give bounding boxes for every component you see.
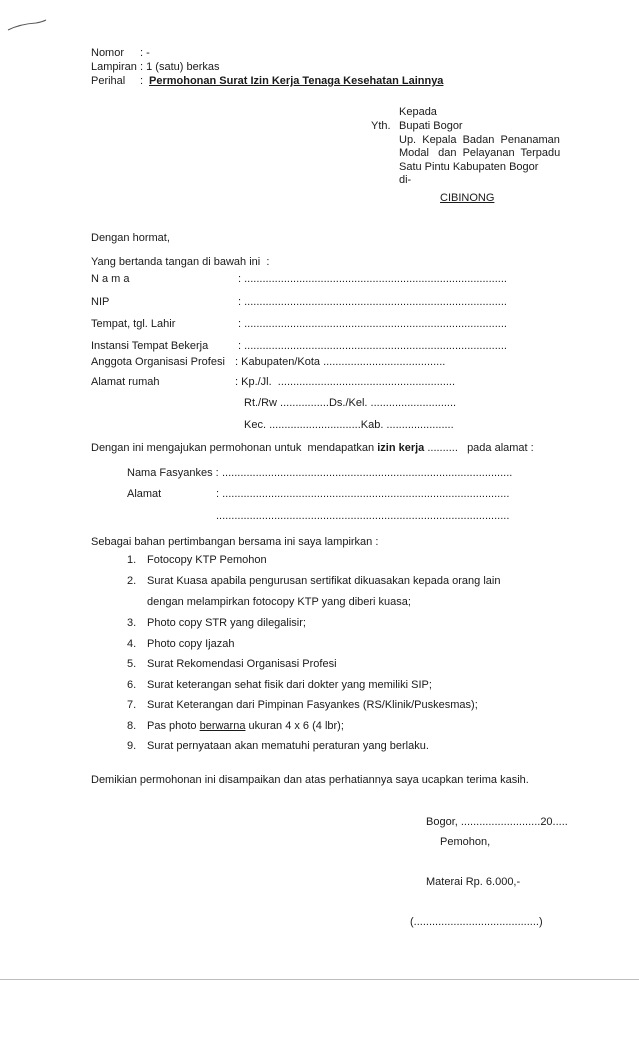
nomor-label: Nomor [91, 47, 125, 59]
attachment-number: 8. [127, 720, 137, 732]
intro-text: Yang bertanda tangan di bawah ini : [91, 256, 270, 268]
attachment-text-after: ukuran 4 x 6 (4 lbr); [245, 720, 344, 732]
field-label-nama: N a m a [91, 273, 130, 285]
address-label: Alamat rumah [91, 376, 160, 388]
attachment-number: 6. [127, 679, 137, 691]
perihal-value: Permohonan Surat Izin Kerja Tenaga Kesehatan Lainnya [149, 75, 444, 87]
field-label-organisasi: Anggota Organisasi Profesi [91, 356, 225, 368]
recipient-line3: Modal dan Pelayanan Terpadu [399, 147, 561, 159]
field-value-instansi: : ...................................................................................... [238, 340, 507, 352]
field-label-ttl: Tempat, tgl. Lahir [91, 318, 176, 330]
attachment-number: 4. [127, 638, 137, 650]
attachment-text: Surat Keterangan dari Pimpinan Fasyankes (RS/Klinik/Puskesmas); [147, 699, 478, 711]
facility-name-label: Nama Fasyankes : [127, 467, 219, 479]
nomor-value: : - [140, 47, 150, 59]
greeting: Dengan hormat, [91, 232, 170, 244]
facility-address-value: : .............................................................................................. [216, 488, 510, 500]
attachment-text [147, 720, 344, 733]
scan-mark [6, 18, 48, 32]
request-text-bold: izin kerja [377, 442, 425, 454]
facility-address-value2: ................................................................................................ [216, 510, 510, 522]
recipient-city: CIBINONG [440, 192, 495, 204]
lampiran-value: : 1 (satu) berkas [140, 61, 220, 73]
recipient-line4: Satu Pintu Kabupaten Bogor [399, 161, 539, 173]
signature-name-line: (.........................................) [410, 916, 543, 928]
page-bottom-edge [0, 979, 639, 980]
recipient-line1: Bupati Bogor [399, 120, 463, 132]
attachment-number: 3. [127, 617, 137, 629]
recipient-line2: Up. Kepala Badan Penanaman [399, 134, 560, 146]
attachment-text: Fotocopy KTP Pemohon [147, 554, 267, 566]
attachment-number: 9. [127, 740, 137, 752]
recipient-yth: Yth. [371, 120, 391, 132]
attachment-number: 7. [127, 699, 137, 711]
attachment-text-continued: dengan melampirkan fotocopy KTP yang diberi kuasa; [147, 596, 411, 608]
address-line2: Rt./Rw ................Ds./Kel. ............................ [244, 397, 457, 409]
attachment-text: Surat keterangan sehat fisik dari dokter yang memiliki SIP; [147, 679, 432, 691]
recipient-kepada: Kepada [399, 106, 437, 118]
attachment-text: Photo copy STR yang dilegalisir; [147, 617, 306, 629]
attachments-intro: Sebagai bahan pertimbangan bersama ini saya lampirkan : [91, 536, 379, 548]
attachment-number: 5. [127, 658, 137, 670]
field-value-nama: : ...................................................................................... [238, 273, 507, 285]
field-label-instansi: Instansi Tempat Bekerja [91, 340, 209, 352]
signature-role: Pemohon, [440, 836, 491, 848]
closing-text: Demikian permohonan ini disampaikan dan atas perhatiannya saya ucapkan terima kasih. [91, 774, 529, 786]
request-text [91, 442, 534, 455]
attachment-text: Surat pernyataan akan mematuhi peraturan yang berlaku. [147, 740, 429, 752]
recipient-line5: di- [399, 174, 412, 186]
request-text-after: .......... pada alamat : [424, 442, 534, 454]
facility-name-value: ............................................................................................... [222, 467, 513, 479]
attachment-text: Surat Kuasa apabila pengurusan sertifikat dikuasakan kepada orang lain [147, 575, 501, 587]
field-value-organisasi: : Kabupaten/Kota ........................................ [235, 356, 446, 368]
field-value-ttl: : ...................................................................................... [238, 318, 507, 330]
attachment-number: 1. [127, 554, 137, 566]
perihal-colon: : [140, 75, 144, 87]
facility-address-label: Alamat [127, 488, 162, 500]
field-label-nip: NIP [91, 296, 110, 308]
field-value-nip: : ...................................................................................... [238, 296, 507, 308]
request-text-before: Dengan ini mengajukan permohonan untuk mendapatkan [91, 442, 378, 454]
address-line1: : Kp./Jl. .......................................................... [235, 376, 456, 388]
address-line3: Kec. ..............................Kab. ...................... [244, 419, 454, 431]
perihal-label: Perihal [91, 75, 126, 87]
attachment-text-underlined: berwarna [199, 720, 246, 732]
attachment-text-before: Pas photo [147, 720, 200, 732]
attachment-number: 2. [127, 575, 137, 587]
signature-place-date: Bogor, ..........................20..... [426, 816, 568, 828]
attachment-text: Photo copy Ijazah [147, 638, 235, 650]
signature-stamp: Materai Rp. 6.000,- [426, 876, 521, 888]
lampiran-label: Lampiran [91, 61, 137, 73]
attachment-text: Surat Rekomendasi Organisasi Profesi [147, 658, 337, 670]
